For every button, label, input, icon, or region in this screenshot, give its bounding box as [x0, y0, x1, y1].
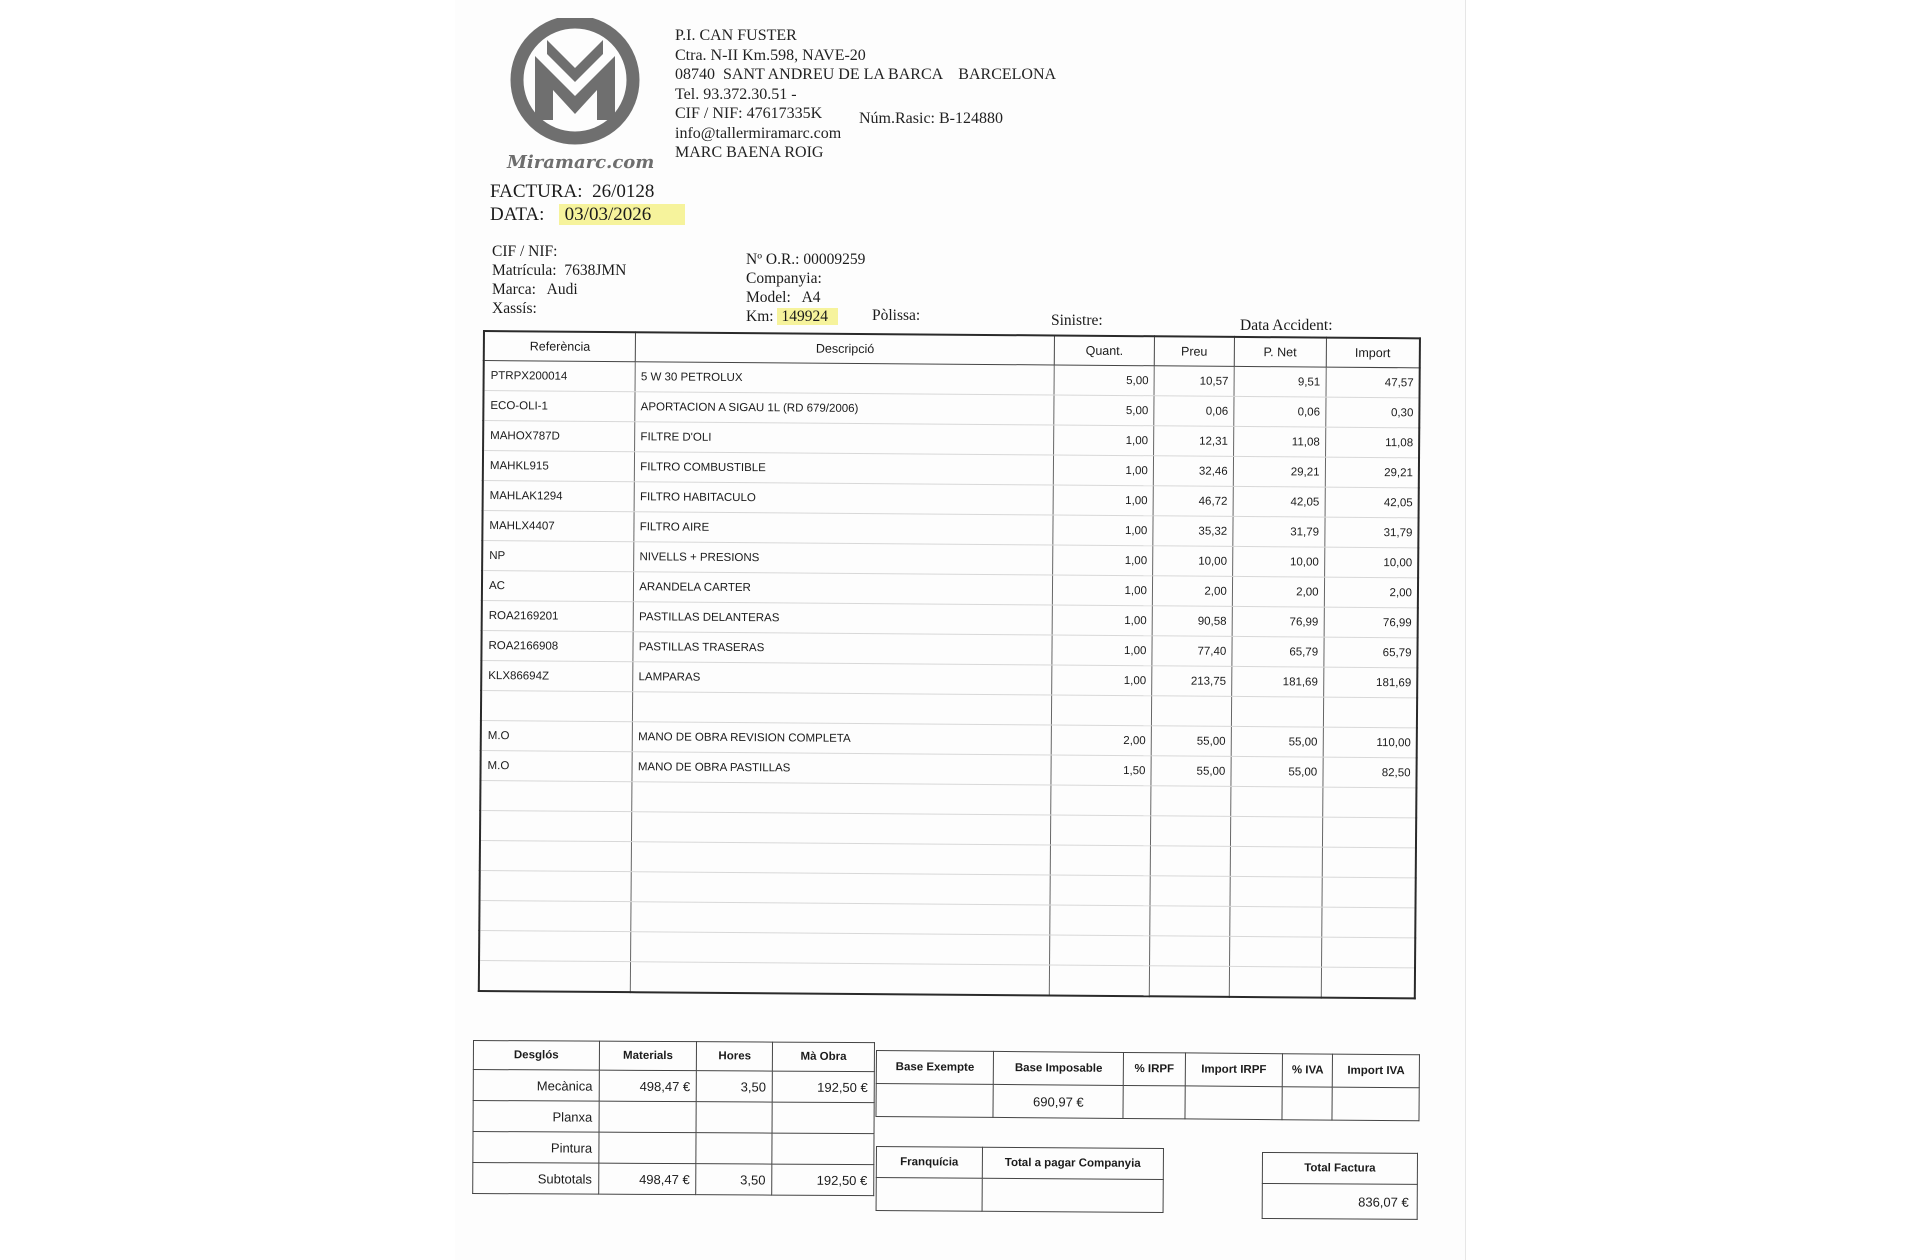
- miramarc-logo-icon: [505, 18, 645, 158]
- model-label: Model:: [746, 289, 791, 306]
- cif-label: CIF / NIF:: [492, 243, 558, 260]
- empty-cell: [479, 930, 631, 961]
- header-franquicia: Franquícia: [876, 1147, 982, 1179]
- irpf-pct-value: [1123, 1085, 1184, 1118]
- invoice-date: 03/03/2026: [559, 204, 686, 225]
- vehicle-right: [746, 250, 865, 326]
- empty-row: [479, 960, 1415, 998]
- header-referencia: Referència: [484, 331, 636, 362]
- matricula-value: 7638JMN: [564, 262, 627, 279]
- km-label: Km:: [746, 308, 774, 325]
- item-net: 0,06: [1234, 396, 1326, 427]
- matricula-label: Matrícula:: [492, 262, 557, 279]
- desglos-hores: 3,50: [696, 1164, 772, 1195]
- item-ref: ROA2169201: [482, 600, 634, 631]
- company-line: P.I. CAN FUSTER: [675, 27, 797, 44]
- header-irpf-pct: % IRPF: [1124, 1052, 1185, 1085]
- item-import: 47,57: [1326, 367, 1420, 398]
- item-qty: [1052, 695, 1152, 726]
- desglos-materials: 498,47 €: [598, 1163, 696, 1195]
- item-net: 55,00: [1231, 726, 1323, 757]
- base-imposable-value: 690,97 €: [993, 1084, 1123, 1118]
- desglos-ma-obra: [772, 1102, 874, 1134]
- item-qty: 1,00: [1053, 485, 1153, 516]
- empty-cell: [1150, 816, 1230, 847]
- desglos-row-label: Planxa: [473, 1101, 599, 1133]
- item-import: 2,00: [1324, 577, 1418, 608]
- empty-cell: [1050, 845, 1150, 876]
- item-ref: PTRPX200014: [484, 361, 636, 392]
- base-header-row: [876, 1051, 1419, 1088]
- item-price: 10,57: [1154, 366, 1234, 397]
- item-desc: PASTILLAS TRASERAS: [633, 632, 1052, 665]
- data-label: DATA:: [490, 204, 545, 225]
- franquicia-header-row: [876, 1147, 1163, 1180]
- total-table: [1262, 1152, 1418, 1220]
- empty-cell: [1322, 787, 1416, 818]
- header-materials: Materials: [599, 1041, 697, 1071]
- polissa-label: Pòlissa:: [872, 307, 921, 324]
- header-iva-pct: % IVA: [1283, 1054, 1333, 1087]
- item-net: 9,51: [1234, 366, 1326, 397]
- desglos-row-label: Mecànica: [473, 1070, 599, 1102]
- item-import: 29,21: [1325, 457, 1419, 488]
- item-import: 42,05: [1325, 487, 1419, 518]
- item-desc: [633, 692, 1052, 725]
- empty-cell: [480, 810, 632, 841]
- company-line: 08740 SANT ANDREU DE LA BARCA BARCELONA: [675, 66, 1057, 83]
- item-desc: FILTRE D'OLI: [635, 422, 1054, 455]
- item-price: 35,32: [1153, 516, 1233, 547]
- empty-cell: [631, 872, 1050, 905]
- empty-cell: [1322, 847, 1416, 878]
- item-desc: 5 W 30 PETROLUX: [635, 362, 1054, 395]
- empty-cell: [1051, 785, 1151, 816]
- item-price: [1151, 696, 1231, 727]
- item-price: 55,00: [1151, 756, 1231, 787]
- base-exempte-value: [876, 1084, 993, 1118]
- desglos-ma-obra: [772, 1133, 874, 1165]
- or-value: 00009259: [803, 251, 866, 268]
- item-import: 110,00: [1323, 727, 1417, 758]
- desglos-row-label: Pintura: [473, 1132, 599, 1164]
- desglos-header-row: [473, 1041, 874, 1072]
- empty-cell: [631, 902, 1050, 935]
- companyia-label: Companyia:: [746, 270, 822, 287]
- empty-cell: [1322, 817, 1416, 848]
- item-import: 65,79: [1324, 637, 1418, 668]
- invoice-header: [490, 180, 685, 226]
- header-preu: Preu: [1154, 336, 1234, 366]
- item-ref: MAHKL915: [483, 451, 635, 482]
- desglos-materials: [599, 1132, 697, 1164]
- item-qty: 2,00: [1051, 725, 1151, 756]
- item-ref: AC: [482, 571, 634, 602]
- sinistre-label: Sinistre:: [1051, 312, 1103, 329]
- item-price: 10,00: [1153, 546, 1233, 577]
- item-ref: MAHLAK1294: [483, 481, 635, 512]
- desglos-materials: [599, 1101, 697, 1133]
- empty-cell: [1051, 815, 1151, 846]
- empty-cell: [1321, 967, 1415, 998]
- iva-pct-value: [1282, 1087, 1332, 1120]
- item-price: 0,06: [1154, 396, 1234, 427]
- item-price: 12,31: [1153, 426, 1233, 457]
- item-price: 55,00: [1151, 726, 1231, 757]
- item-ref: KLX86694Z: [481, 660, 633, 691]
- desglos-hores: [696, 1102, 772, 1133]
- item-price: 46,72: [1153, 486, 1233, 517]
- empty-cell: [1230, 816, 1322, 847]
- empty-cell: [1321, 937, 1415, 968]
- table-row: [473, 1163, 874, 1196]
- item-desc: ARANDELA CARTER: [634, 572, 1053, 605]
- empty-cell: [1049, 965, 1149, 996]
- marca-label: Marca:: [492, 281, 536, 298]
- item-desc: APORTACION A SIGAU 1L (RD 679/2006): [635, 392, 1054, 425]
- company-line: info@tallermiramarc.com: [675, 124, 842, 142]
- item-desc: FILTRO HABITACULO: [634, 482, 1053, 515]
- item-qty: 1,00: [1053, 515, 1153, 546]
- empty-cell: [1150, 876, 1230, 907]
- item-net: 76,99: [1232, 606, 1324, 637]
- item-import: 11,08: [1325, 427, 1419, 458]
- item-desc: PASTILLAS DELANTERAS: [633, 602, 1052, 635]
- empty-cell: [479, 960, 631, 992]
- item-qty: 1,00: [1052, 605, 1152, 636]
- km-value: 149924: [777, 308, 838, 325]
- item-import: 31,79: [1324, 517, 1418, 548]
- franquicia-value: [876, 1178, 982, 1212]
- header-total-factura: Total Factura: [1262, 1153, 1417, 1185]
- item-net: 10,00: [1232, 546, 1324, 577]
- item-price: 32,46: [1153, 456, 1233, 487]
- rasic-number: Núm.Rasic: B-124880: [859, 110, 1003, 127]
- item-qty: 1,00: [1053, 545, 1153, 576]
- empty-cell: [1050, 875, 1150, 906]
- desglos-materials: 498,47 €: [599, 1070, 697, 1102]
- empty-cell: [1230, 876, 1322, 907]
- empty-cell: [1229, 936, 1321, 967]
- header-base-exempte: Base Exempte: [876, 1051, 993, 1085]
- company-line: Ctra. N-II Km.598, NAVE-20: [675, 46, 866, 64]
- item-qty: 5,00: [1054, 395, 1154, 426]
- empty-cell: [1230, 846, 1322, 877]
- header-quant: Quant.: [1054, 335, 1154, 365]
- item-ref: M.O: [480, 750, 632, 781]
- item-desc: MANO DE OBRA PASTILLAS: [632, 752, 1051, 785]
- empty-cell: [632, 782, 1051, 815]
- import-iva-value: [1332, 1087, 1419, 1121]
- item-import: 181,69: [1323, 667, 1417, 698]
- empty-cell: [1150, 846, 1230, 877]
- empty-cell: [1321, 907, 1415, 938]
- item-import: 10,00: [1324, 547, 1418, 578]
- item-net: 31,79: [1233, 516, 1325, 547]
- item-desc: FILTRO COMBUSTIBLE: [635, 452, 1054, 485]
- item-qty: 1,00: [1054, 425, 1154, 456]
- desglos-hores: [696, 1133, 772, 1164]
- header-import: Import: [1326, 338, 1420, 368]
- table-row: [473, 1101, 874, 1134]
- empty-cell: [1230, 786, 1322, 817]
- item-price: 90,58: [1152, 606, 1232, 637]
- empty-cell: [632, 812, 1051, 845]
- header-total-companyia: Total a pagar Companyia: [982, 1147, 1163, 1179]
- company-line: MARC BAENA ROIG: [675, 144, 824, 161]
- total-factura-value: 836,07 €: [1262, 1184, 1417, 1220]
- empty-cell: [1050, 905, 1150, 936]
- empty-cell: [1150, 906, 1230, 937]
- item-net: 11,08: [1233, 426, 1325, 457]
- model-value: A4: [801, 289, 821, 306]
- company-line: CIF / NIF: 47617335K: [675, 105, 823, 122]
- factura-label: FACTURA:: [490, 181, 583, 202]
- item-price: 2,00: [1152, 576, 1232, 607]
- header-import-iva: Import IVA: [1333, 1054, 1420, 1088]
- xassis-label: Xassís:: [492, 300, 537, 317]
- marca-value: Audi: [546, 281, 578, 298]
- import-irpf-value: [1185, 1086, 1283, 1120]
- item-ref: M.O: [481, 720, 633, 751]
- header-base-imposable: Base Imposable: [993, 1051, 1123, 1085]
- desglos-hores: 3,50: [697, 1071, 773, 1102]
- table-row: [473, 1070, 874, 1103]
- item-net: 65,79: [1232, 636, 1324, 667]
- header-import-irpf: Import IRPF: [1185, 1053, 1283, 1087]
- vehicle-left: [492, 242, 626, 318]
- factura-number: 26/0128: [592, 181, 655, 202]
- table-row: [473, 1132, 874, 1165]
- item-net: 55,00: [1231, 756, 1323, 787]
- empty-cell: [1149, 936, 1229, 967]
- item-qty: 1,50: [1051, 755, 1151, 786]
- empty-cell: [1151, 786, 1231, 817]
- empty-cell: [480, 870, 632, 901]
- empty-cell: [480, 780, 632, 811]
- empty-cell: [1149, 966, 1229, 997]
- items-table: [478, 330, 1421, 999]
- or-label: Nº O.R.:: [746, 251, 800, 268]
- data-accident-label: Data Accident:: [1240, 317, 1333, 334]
- empty-cell: [1229, 966, 1321, 997]
- company-line: Tel. 93.372.30.51 -: [675, 85, 797, 103]
- company-info: [675, 26, 1056, 163]
- item-desc: LAMPARAS: [633, 662, 1052, 695]
- base-value-row: [876, 1084, 1419, 1121]
- empty-cell: [631, 932, 1050, 965]
- empty-cell: [480, 840, 632, 871]
- franquicia-value-row: [876, 1178, 1163, 1213]
- item-price: 77,40: [1152, 636, 1232, 667]
- item-import: [1323, 697, 1417, 728]
- item-price: 213,75: [1152, 666, 1232, 697]
- item-net: 2,00: [1232, 576, 1324, 607]
- item-net: 42,05: [1233, 486, 1325, 517]
- item-qty: 1,00: [1053, 455, 1153, 486]
- empty-cell: [1322, 877, 1416, 908]
- item-ref: [481, 690, 633, 721]
- item-import: 76,99: [1324, 607, 1418, 638]
- item-qty: 5,00: [1054, 365, 1154, 396]
- item-ref: ROA2166908: [481, 630, 633, 661]
- item-desc: FILTRO AIRE: [634, 512, 1053, 545]
- item-net: 29,21: [1233, 456, 1325, 487]
- empty-cell: [1050, 935, 1150, 966]
- item-qty: 1,00: [1052, 635, 1152, 666]
- empty-cell: [631, 962, 1050, 996]
- empty-cell: [632, 842, 1051, 875]
- empty-cell: [1230, 906, 1322, 937]
- item-net: 181,69: [1231, 666, 1323, 697]
- header-hores: Hores: [697, 1042, 773, 1071]
- header-pnet: P. Net: [1234, 337, 1326, 367]
- item-ref: MAHOX787D: [483, 421, 635, 452]
- item-ref: NP: [482, 541, 634, 572]
- item-net: [1231, 696, 1323, 727]
- header-ma-obra: Mà Obra: [773, 1042, 875, 1072]
- total-companyia-value: [982, 1178, 1164, 1212]
- base-table: [875, 1050, 1420, 1121]
- desglos-table: [472, 1040, 875, 1196]
- header-descripcio: Descripció: [636, 332, 1055, 365]
- desglos-ma-obra: 192,50 €: [772, 1164, 874, 1196]
- header-desglos: Desglós: [473, 1041, 599, 1071]
- item-ref: ECO-OLI-1: [483, 391, 635, 422]
- item-ref: MAHLX4407: [482, 511, 634, 542]
- empty-cell: [479, 900, 631, 931]
- item-qty: 1,00: [1052, 575, 1152, 606]
- item-desc: NIVELLS + PRESIONS: [634, 542, 1053, 575]
- item-qty: 1,00: [1052, 665, 1152, 696]
- franquicia-table: [876, 1146, 1164, 1213]
- desglos-ma-obra: 192,50 €: [772, 1071, 874, 1103]
- desglos-row-label: Subtotals: [473, 1163, 599, 1195]
- logo-text: Miramarc.com: [507, 152, 655, 173]
- item-import: 0,30: [1325, 397, 1419, 428]
- item-desc: MANO DE OBRA REVISION COMPLETA: [632, 722, 1051, 755]
- item-import: 82,50: [1323, 757, 1417, 788]
